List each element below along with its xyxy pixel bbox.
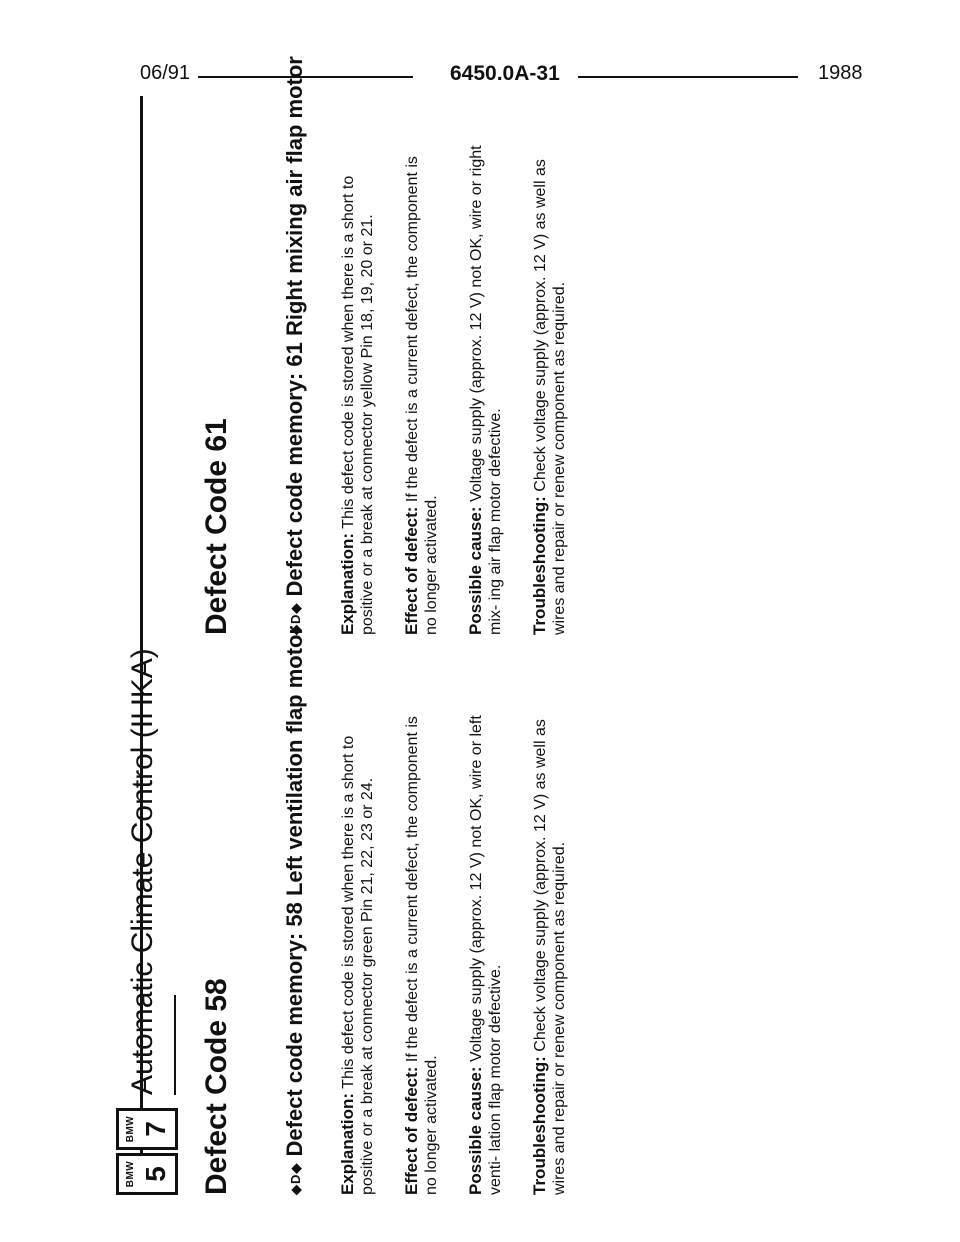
troubleshooting-label: Troubleshooting: — [530, 1056, 549, 1195]
explanation-paragraph — [338, 695, 377, 1195]
brand-strip — [110, 95, 180, 1195]
badge-label: BMW — [125, 1160, 136, 1188]
page-header — [0, 0, 960, 100]
defect-code-58-column — [200, 625, 594, 1195]
cause-text: Voltage supply (approx. 12 V) not OK, wire or right mix- ing air flap motor defective. — [468, 145, 504, 635]
defect-memory-heading — [282, 625, 308, 1195]
explanation-label: Explanation: — [338, 532, 357, 635]
header-date: 06/91 — [140, 62, 191, 84]
effect-text: If the defect is a current defect, the component is no longer activated. — [404, 716, 440, 1195]
explanation-text: This defect code is stored when there is a short to positive or a break at connector yellow Pin 18, 19, 20 or 21. — [340, 175, 376, 635]
troubleshooting-paragraph — [530, 695, 569, 1195]
badge-number: 7 — [140, 1121, 171, 1137]
header-doc-code: 6450.0A-31 — [450, 62, 560, 85]
troubleshooting-text: Check voltage supply (approx. 12 V) as well as wires and repair or renew component as required. — [532, 159, 568, 635]
defect-memory-heading — [282, 56, 308, 635]
section-title: Automatic Climate Control (IHKA) — [126, 648, 159, 1095]
cause-label: Possible cause: — [466, 506, 485, 635]
explanation-text: This defect code is stored when there is a short to positive or a break at connector green Pin 21, 22, 23 or 24. — [340, 735, 376, 1195]
header-rule-right — [578, 76, 798, 78]
explanation-paragraph — [338, 135, 377, 635]
badge-number: 5 — [140, 1166, 171, 1182]
title-underline — [174, 995, 176, 1095]
effect-paragraph — [402, 695, 441, 1195]
explanation-label: Explanation: — [338, 1092, 357, 1195]
effect-label: Effect of defect: — [402, 1066, 421, 1195]
effect-label: Effect of defect: — [402, 506, 421, 635]
troubleshooting-paragraph — [530, 135, 569, 635]
effect-text: If the defect is a current defect, the component is no longer activated. — [404, 156, 440, 635]
bmw-7-series-badge — [116, 1108, 178, 1150]
troubleshooting-label: Troubleshooting: — [530, 496, 549, 635]
troubleshooting-text: Check voltage supply (approx. 12 V) as well as wires and repair or renew component as required. — [532, 719, 568, 1195]
defect-memory-heading-text: Defect code memory: 58 Left ventilation flap motor — [282, 625, 307, 1157]
cause-text: Voltage supply (approx. 12 V) not OK, wire or left venti- lation flap motor defective. — [468, 715, 504, 1195]
cause-paragraph — [466, 695, 505, 1195]
effect-paragraph — [402, 135, 441, 635]
bmw-5-series-badge — [116, 1153, 178, 1195]
cause-label: Possible cause: — [466, 1066, 485, 1195]
cause-paragraph — [466, 135, 505, 635]
badge-label: BMW — [125, 1115, 136, 1143]
diamond-d-marker: ◆D◆ — [288, 1162, 304, 1195]
header-year: 1988 — [818, 62, 863, 84]
defect-code-title: Defect Code 58 — [200, 978, 233, 1195]
defect-memory-heading-text: Defect code memory: 61 Right mixing air flap motor — [282, 56, 307, 597]
diamond-d-marker: ◆D◆ — [288, 602, 304, 635]
defect-code-title: Defect Code 61 — [200, 418, 233, 635]
